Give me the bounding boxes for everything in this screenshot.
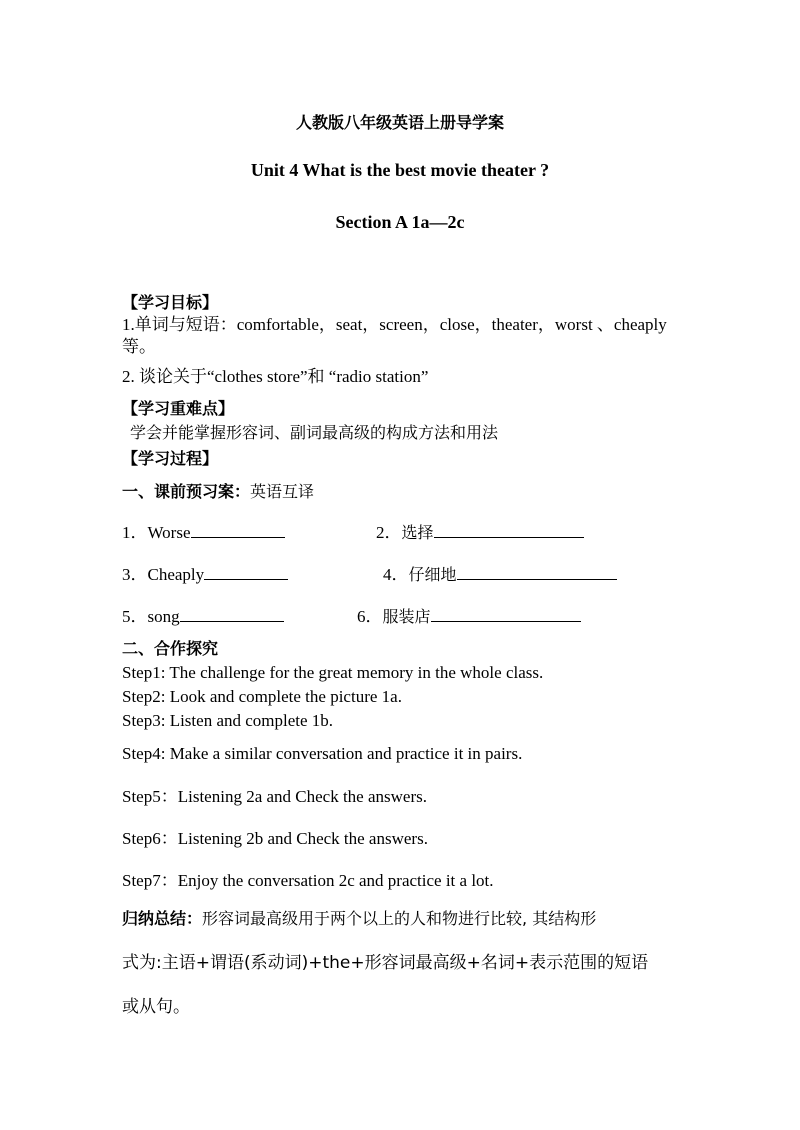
answer-blank[interactable] <box>431 607 581 622</box>
exercise-item <box>122 522 285 544</box>
answer-blank[interactable] <box>204 565 288 580</box>
step-item: Step4: Make a similar conversation and practice it in pairs. <box>122 744 523 763</box>
exercise-item <box>383 564 617 586</box>
exercise-number: 3． <box>122 565 148 584</box>
goal-item-1: 1.单词与短语：comfortable，seat，screen，close，theater，worst 、cheaply <box>122 315 667 334</box>
step-item: Step2: Look and complete the picture 1a. <box>122 687 402 706</box>
section-title: Section A 1a—2c <box>335 212 465 232</box>
part1-task: 英语互译 <box>250 482 315 501</box>
summary-line-1 <box>122 908 692 930</box>
step-item: Step5：Listening 2a and Check the answers. <box>122 787 427 806</box>
summary-label: 归纳总结： <box>122 909 203 928</box>
key-points-text: 学会并能掌握形容词、副词最高级的构成方法和用法 <box>130 423 499 442</box>
step-item: Step3: Listen and complete 1b. <box>122 711 334 730</box>
exercise-word: 选择 <box>401 523 434 542</box>
part1-label: 一、课前预习案： <box>122 482 251 501</box>
summary-line-2: 式为:主语+谓语(系动词)+the+形容词最高级+名词+表示范围的短语 <box>122 953 649 973</box>
exercise-word: Worse <box>147 523 191 542</box>
exercise-word: 服装店 <box>382 607 431 626</box>
exercise-item <box>122 564 288 586</box>
unit-title: Unit 4 What is the best movie theater ? <box>250 160 550 180</box>
answer-blank[interactable] <box>457 565 617 580</box>
exercise-item <box>357 606 581 628</box>
exercise-item <box>122 606 284 628</box>
exercise-word: Cheaply <box>147 565 205 584</box>
goals-heading: 【学习目标】 <box>122 293 219 312</box>
step-item: Step6：Listening 2b and Check the answers. <box>122 829 428 848</box>
document-title: 人教版八年级英语上册导学案 <box>295 113 504 132</box>
exercise-word: song <box>147 607 180 626</box>
exercise-number: 5． <box>122 607 148 626</box>
exercise-number: 2． <box>376 523 402 542</box>
part2-heading: 二、合作探究 <box>122 639 219 658</box>
step-item: Step1: The challenge for the great memory in the whole class. <box>122 663 544 682</box>
exercise-word: 仔细地 <box>408 565 457 584</box>
exercise-number: 6． <box>357 607 383 626</box>
summary-line-3: 或从句。 <box>122 997 190 1017</box>
key-points-heading: 【学习重难点】 <box>122 399 235 418</box>
goal-item-2: 2. 谈论关于“clothes store”和 “radio station” <box>122 367 429 386</box>
exercise-item <box>376 522 584 544</box>
answer-blank[interactable] <box>180 607 284 622</box>
answer-blank[interactable] <box>434 523 584 538</box>
summary-text-1: 形容词最高级用于两个以上的人和物进行比较, 其结构形 <box>202 909 597 928</box>
answer-blank[interactable] <box>191 523 285 538</box>
step-item: Step7：Enjoy the conversation 2c and practice it a lot. <box>122 871 494 890</box>
process-heading: 【学习过程】 <box>122 449 219 468</box>
goal-item-1-continued: 等。 <box>122 337 156 356</box>
exercise-number: 1． <box>122 523 148 542</box>
part1-heading <box>122 481 314 503</box>
exercise-number: 4． <box>383 565 409 584</box>
